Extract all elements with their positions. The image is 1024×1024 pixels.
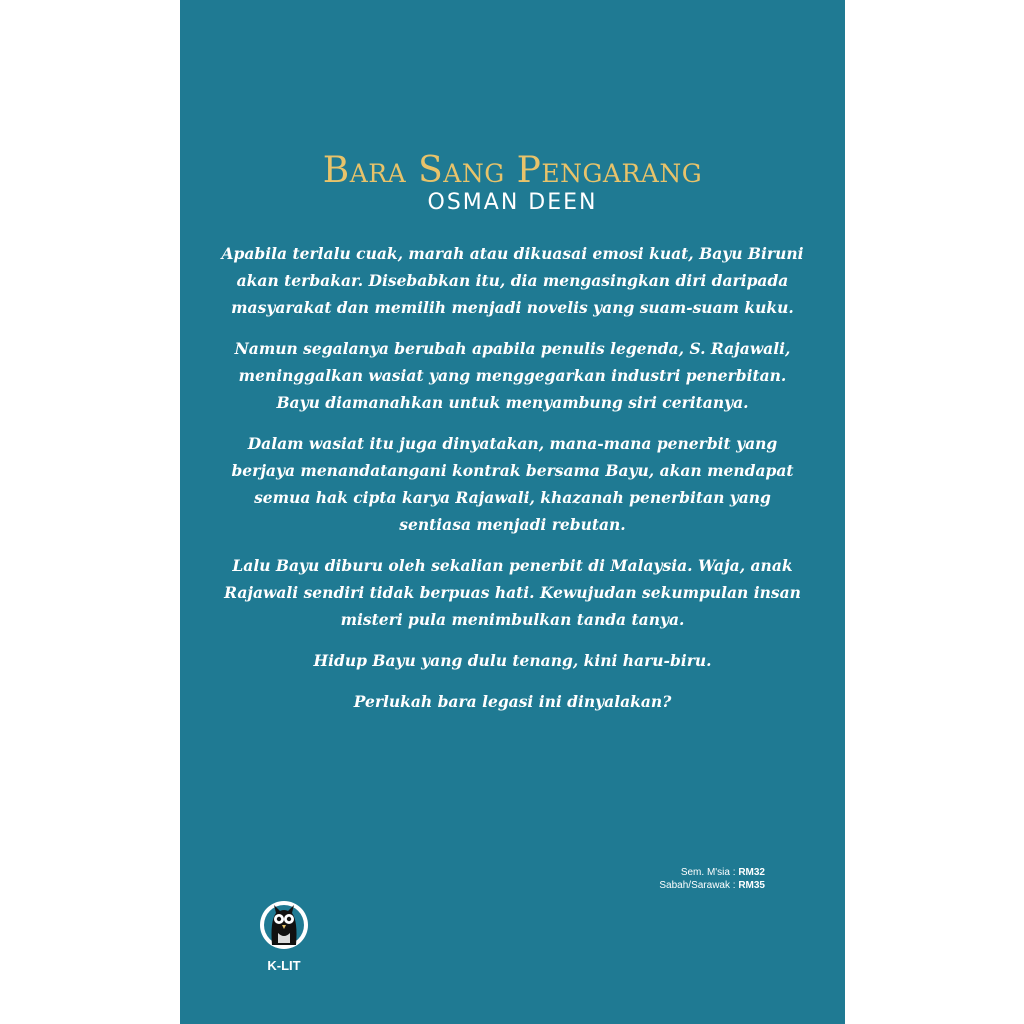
- back-cover: [180, 0, 845, 1024]
- owl-icon: [258, 895, 310, 955]
- price-line-east: [659, 879, 765, 892]
- book-author: OSMAN DEEN: [427, 190, 598, 215]
- price-value-peninsular: RM32: [738, 867, 765, 878]
- price-value-east: RM35: [738, 880, 765, 891]
- synopsis-paragraph-5: Hidup Bayu yang dulu tenang, kini haru-biru.: [313, 651, 712, 670]
- price-block: [659, 866, 765, 892]
- synopsis-paragraph-1: Apabila terlalu cuak, marah atau dikuasai emosi kuat, Bayu Biruni akan terbakar. Disebabkan itu, dia mengasingkan diri daripada masyarakat dan memilih menjadi novelis yang suam-suam kuku.: [221, 244, 804, 317]
- synopsis-paragraph-6: Perlukah bara legasi ini dinyalakan?: [353, 692, 672, 711]
- synopsis-paragraph-3: Dalam wasiat itu juga dinyatakan, mana-mana penerbit yang berjaya menandatangani kontrak bersama Bayu, akan mendapat semua hak cipta karya Rajawali, khazanah penerbitan yang sentiasa menjadi rebutan.: [231, 434, 794, 534]
- price-line-peninsular: [659, 866, 765, 879]
- price-label-east: Sabah/Sarawak :: [659, 880, 739, 891]
- synopsis: [220, 240, 805, 729]
- book-title: Bara Sang Pengarang: [322, 150, 703, 191]
- synopsis-paragraph-2: Namun segalanya berubah apabila penulis legenda, S. Rajawali, meninggalkan wasiat yang menggegarkan industri penerbitan. Bayu diamanahkan untuk menyambung siri ceritanya.: [234, 339, 791, 412]
- price-label-peninsular: Sem. M'sia :: [680, 867, 739, 878]
- synopsis-paragraph-4: Lalu Bayu diburu oleh sekalian penerbit di Malaysia. Waja, anak Rajawali sendiri tidak berpuas hati. Kewujudan sekumpulan insan misteri pula menimbulkan tanda tanya.: [224, 556, 801, 629]
- publisher-name: K-LIT: [267, 958, 301, 973]
